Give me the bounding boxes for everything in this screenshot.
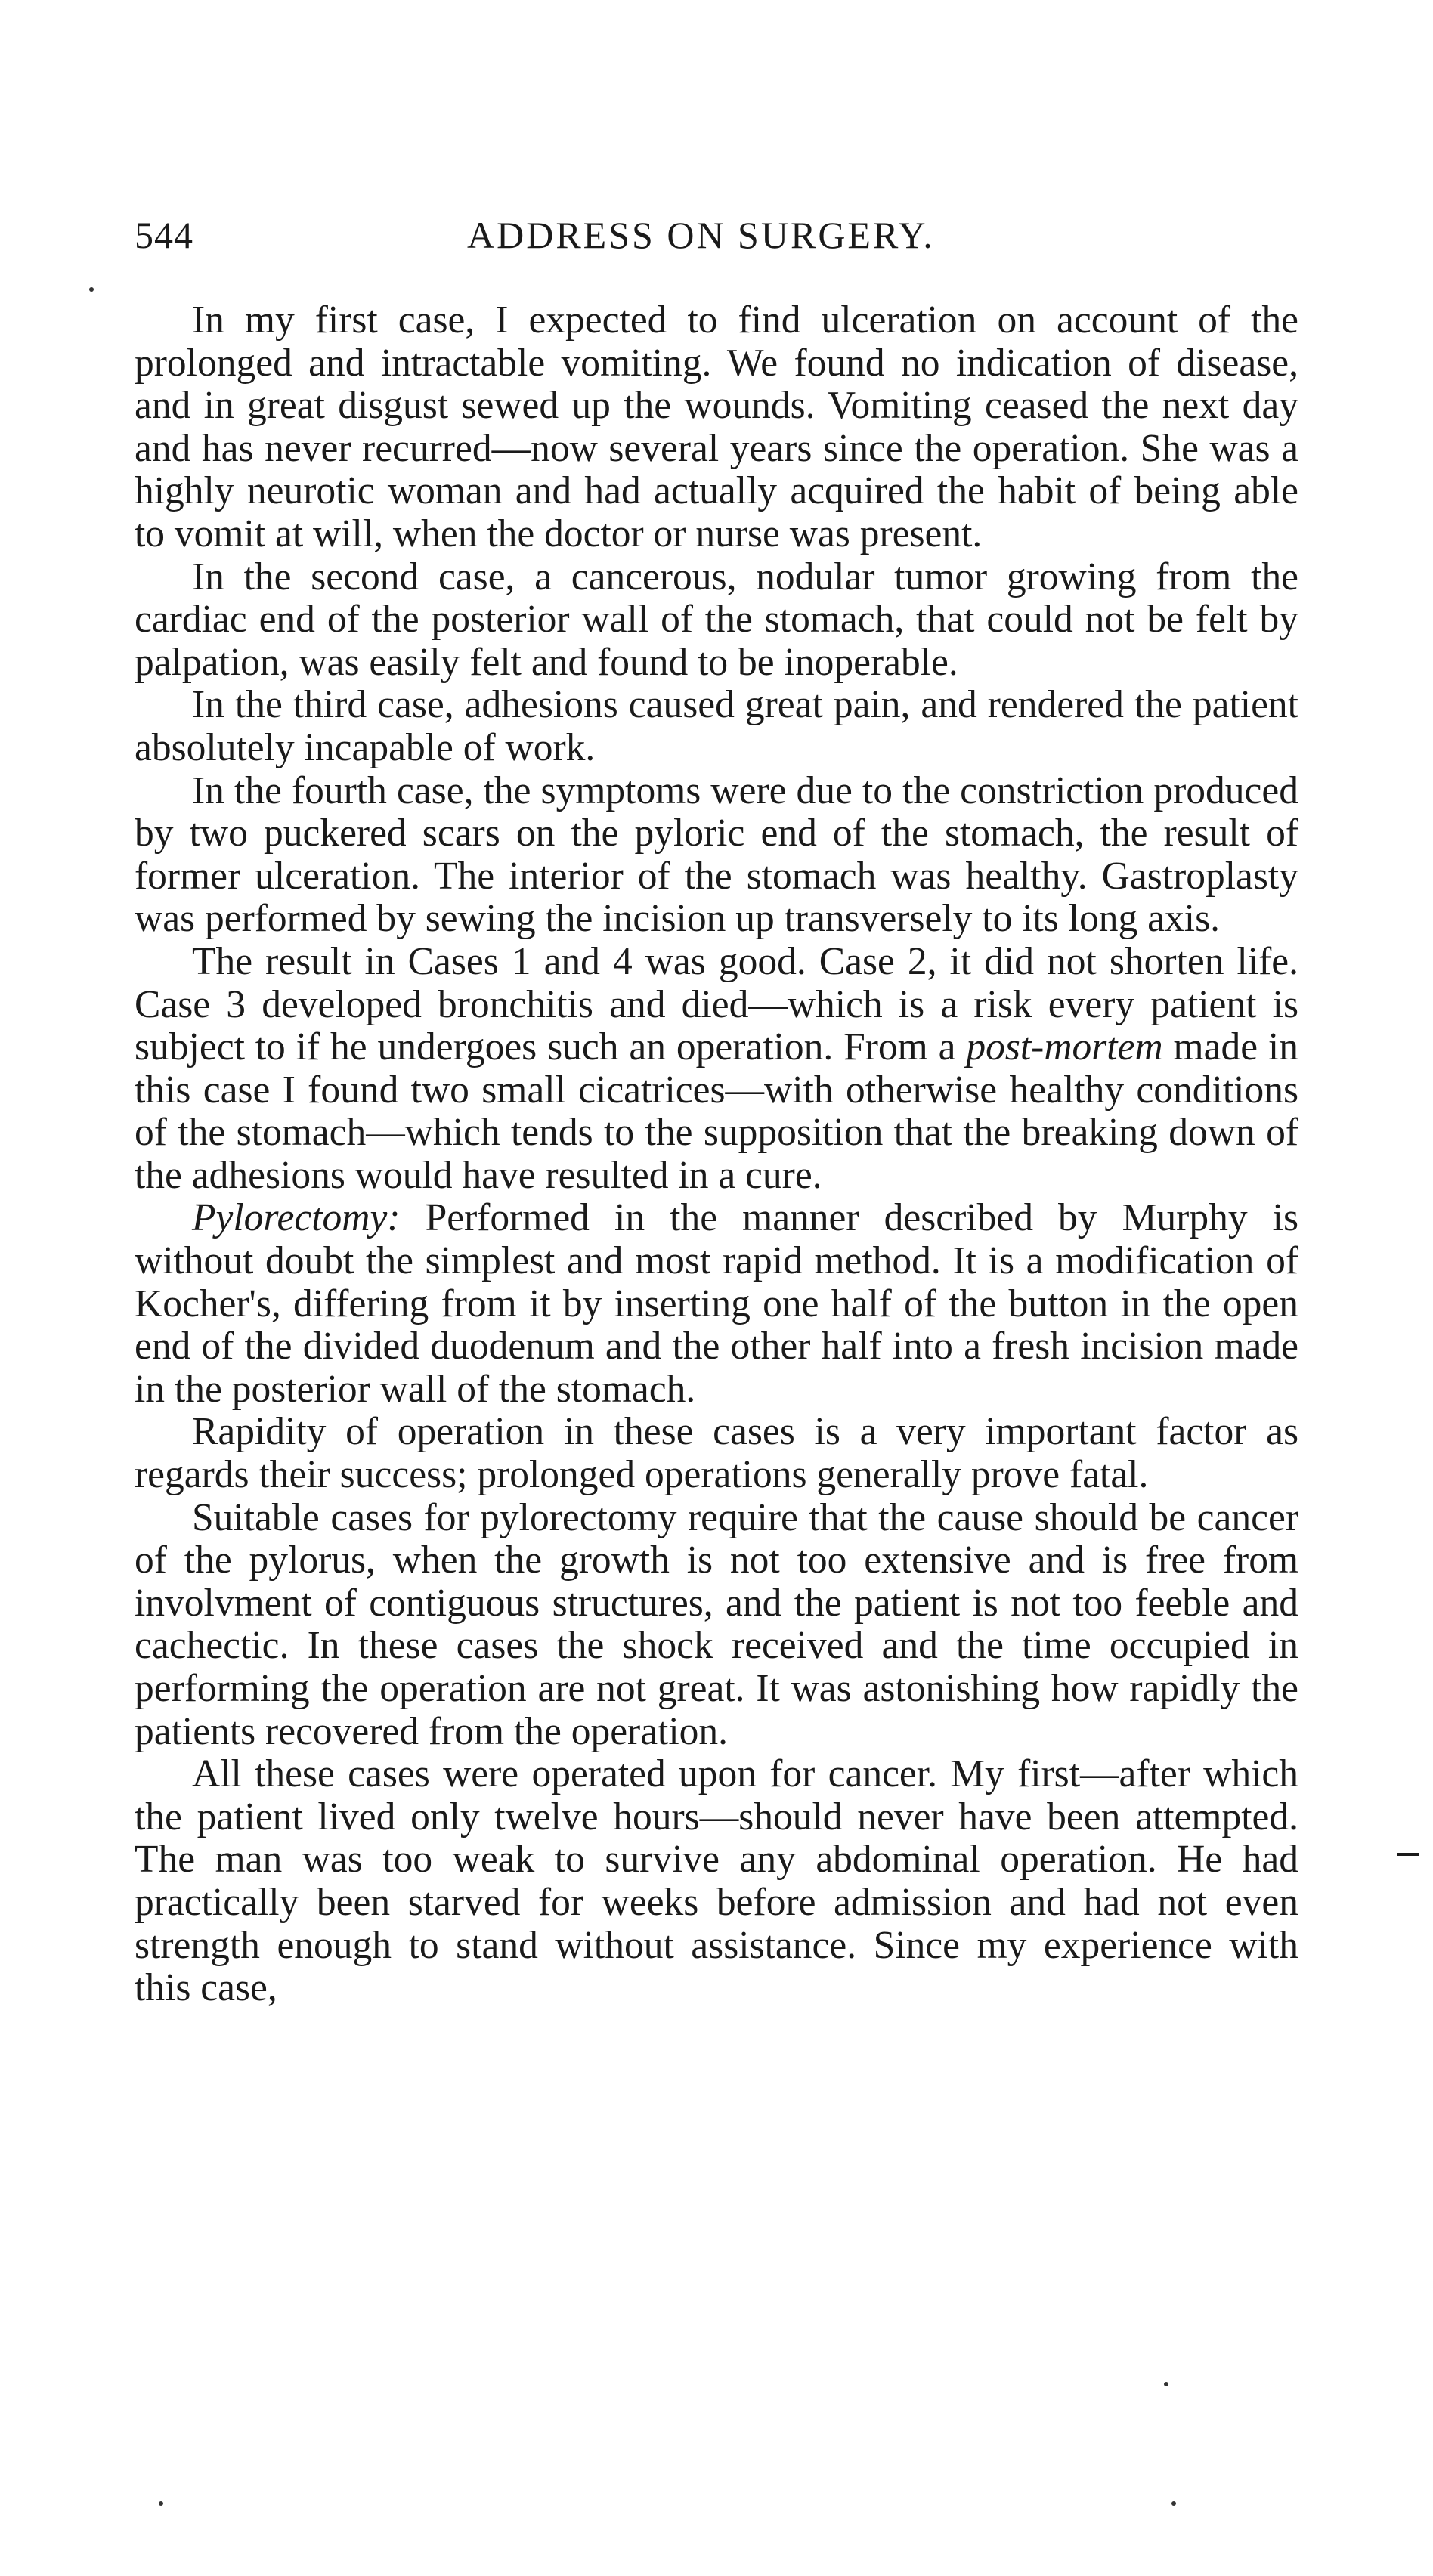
- running-head: [135, 213, 1298, 266]
- post-mortem-italic: post-mortem: [966, 1025, 1163, 1069]
- paragraph-pylorectomy: [135, 1197, 1298, 1411]
- results-lead-text: The result in Cases 1 and 4 was good. Case 2, it did not shorten life. Case 3 developed bronchitis and died—which is a risk every patient is subject to if he undergoes such an operation. From a: [135, 939, 1298, 1069]
- print-speck: [1164, 2382, 1168, 2386]
- results-rest-text: made in this case I found two small cicatrices—with otherwise healthy conditions of the stomach—which tends to the supposition that the breaking down of the adhesions would have resulted in a cure.: [135, 1025, 1298, 1197]
- pylorectomy-text: Performed in the manner described by Murphy is without doubt the simplest and most rapid method. It is a modification of Kocher's, differing from it by inserting one half of the button in the open end of the divided duodenum and the other half into a fresh incision made in the posterior wall of the stomach.: [135, 1196, 1298, 1411]
- paragraph-rapidity: Rapidity of operation in these cases is a very important factor as regards their success; prolonged operations generally prove fatal.: [135, 1410, 1298, 1497]
- page-number: 544: [135, 214, 193, 256]
- print-speck: [159, 2501, 163, 2506]
- margin-mark: [1397, 1853, 1419, 1856]
- paragraph-suitable-cases: Suitable cases for pylorectomy require that the cause should be cancer of the pylorus, when the growth is not too extensive and is free from involvment of contiguous structures, and the patient is not too feeble and cachectic. In these cases the shock received and the time occupied in performing the operation are not great. It was astonishing how rapidly the patients recovered from the operation.: [135, 1495, 1298, 1753]
- paragraph-first-case: In my first case, I expected to find ulceration on account of the prolonged and intractable vomiting. We found no indication of disease, and in great disgust sewed up the wounds. Vomiting ceased the next day and has never recurred—now several years since the operation. She was a highly neurotic woman and had actually acquired the habit of being able to vomit at will, when the doctor or nurse was present.: [135, 298, 1298, 555]
- pylorectomy-heading: Pylorectomy:: [192, 1196, 401, 1240]
- running-title: ADDRESS ON SURGERY.: [467, 214, 935, 256]
- body-text: [135, 299, 1298, 2010]
- paragraph-third-case: In the third case, adhesions caused great pain, and rendered the patient absolutely incapable of work.: [135, 683, 1298, 769]
- paragraph-fourth-case: In the fourth case, the symptoms were due to the constriction produced by two puckered scars on the pyloric end of the stomach, the result of former ulceration. The interior of the stomach was healthy. Gastroplasty was performed by sewing the incision up transversely to its long axis.: [135, 768, 1298, 941]
- print-speck: [1171, 2501, 1176, 2506]
- paragraph-results: [135, 941, 1298, 1198]
- print-speck: [89, 287, 94, 292]
- paragraph-second-case: In the second case, a cancerous, nodular tumor growing from the cardiac end of the posterior wall of the stomach, that could not be felt by palpation, was easily felt and found to be inoperable.: [135, 555, 1298, 684]
- paragraph-cancer-cases: All these cases were operated upon for cancer. My first—after which the patient lived only twelve hours—should never have been attempted. The man was too weak to survive any abdominal operation. He had practically been starved for weeks before admission and had not even strength enough to stand without assistance. Since my experience with this case,: [135, 1752, 1298, 2010]
